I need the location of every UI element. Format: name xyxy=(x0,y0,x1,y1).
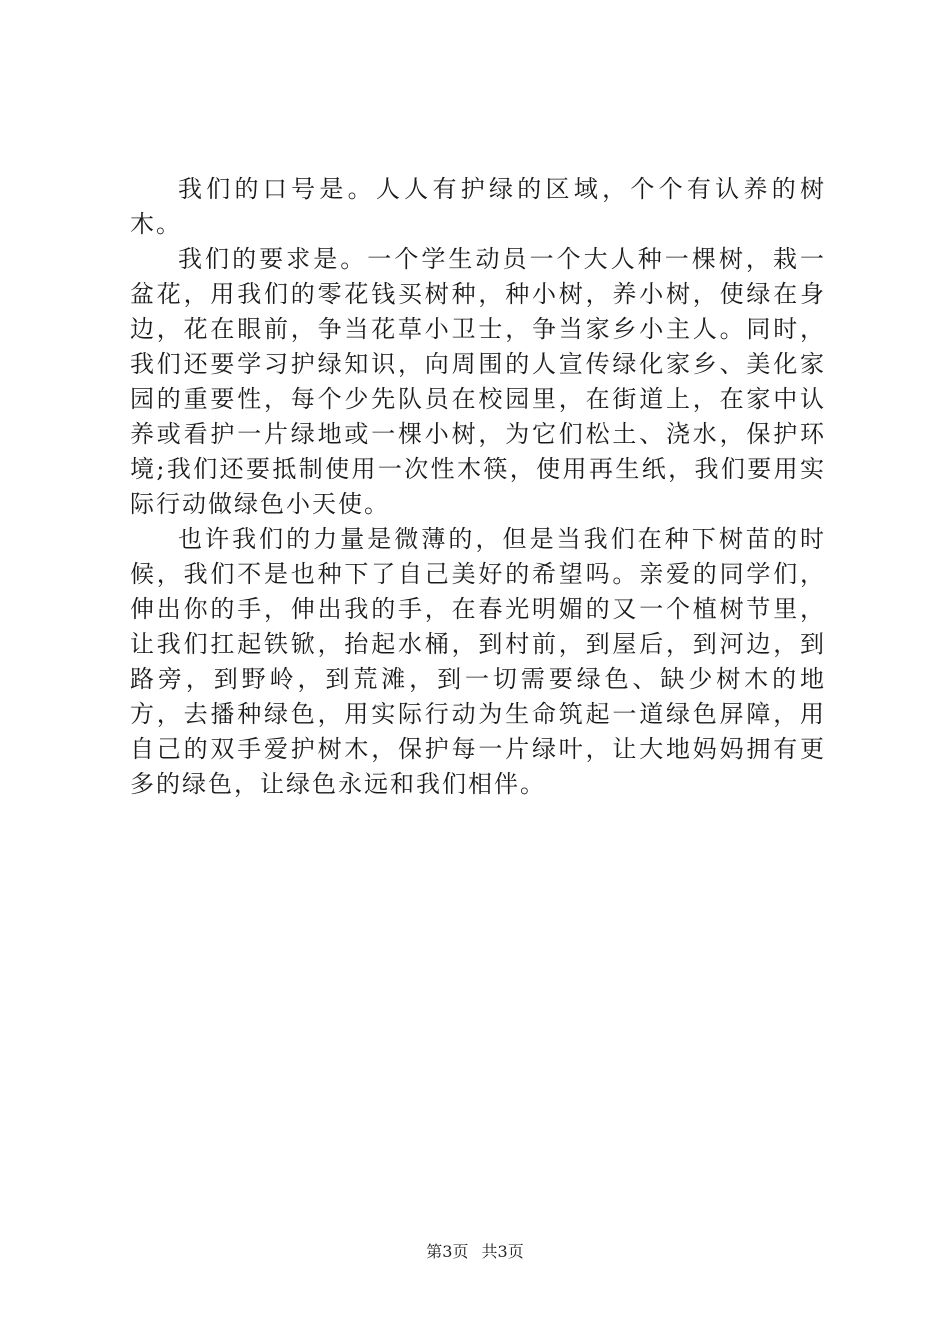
document-body xyxy=(130,172,826,802)
paragraph-requirements: 我们的要求是。一个学生动员一个大人种一棵树，栽一盆花，用我们的零花钱买树种，种小树，养小树，使绿在身边，花在眼前，争当花草小卫士，争当家乡小主人。同时，我们还要学习护绿知识，向周围的人宣传绿化家乡、美化家园的重要性，每个少先队员在校园里，在街道上，在家中认养或看护一片绿地或一棵小树，为它们松土、浇水，保护环境;我们还要抵制使用一次性木筷，使用再生纸，我们要用实际行动做绿色小天使。 xyxy=(130,245,826,518)
paragraph-slogan: 我们的口号是。人人有护绿的区域，个个有认养的树木。 xyxy=(130,175,826,238)
page-footer xyxy=(0,1241,950,1263)
page-number-current: 第3页 xyxy=(426,1242,469,1261)
page-number-total: 共3页 xyxy=(481,1242,524,1261)
paragraph-appeal: 也许我们的力量是微薄的，但是当我们在种下树苗的时候，我们不是也种下了自己美好的希望吗。亲爱的同学们，伸出你的手，伸出我的手，在春光明媚的又一个植树节里，让我们扛起铁锨，抬起水桶，到村前，到屋后，到河边，到路旁，到野岭，到荒滩，到一切需要绿色、缺少树木的地方，去播种绿色，用实际行动为生命筑起一道绿色屏障，用自己的双手爱护树木，保护每一片绿叶，让大地妈妈拥有更多的绿色，让绿色永远和我们相伴。 xyxy=(130,525,826,798)
